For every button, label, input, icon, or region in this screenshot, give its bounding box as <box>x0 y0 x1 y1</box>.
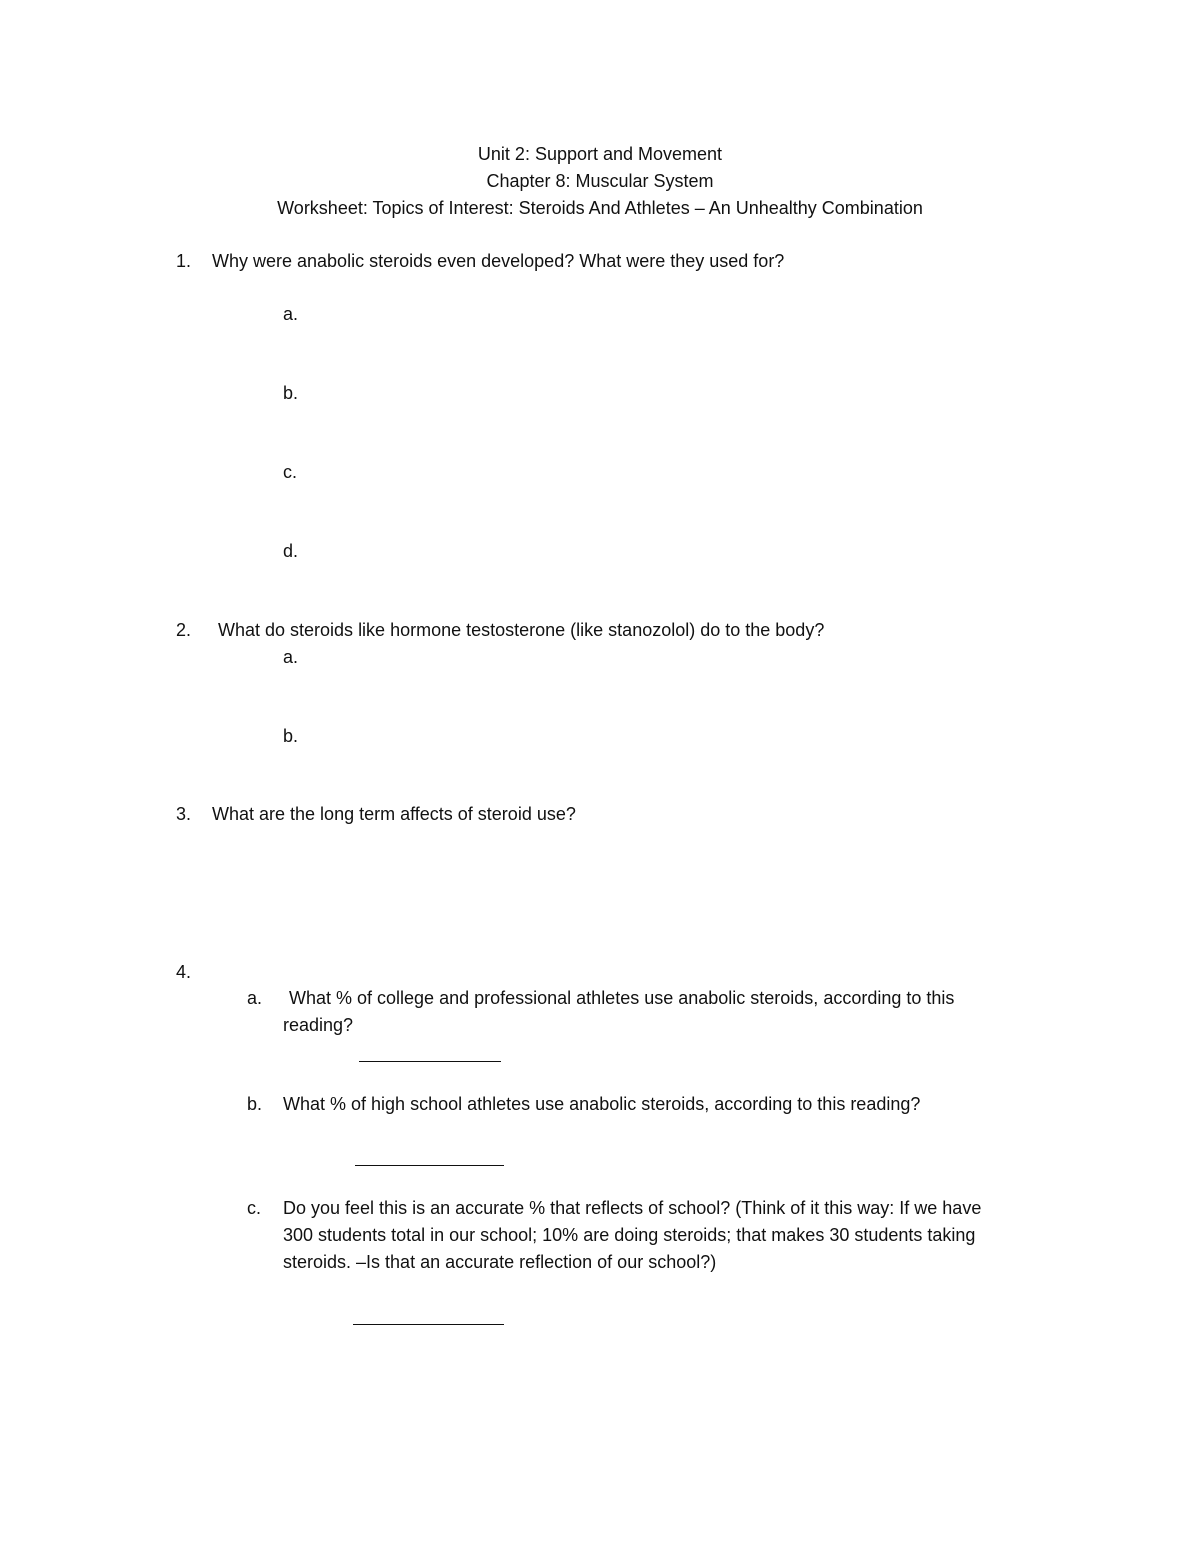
question-4b-text: What % of high school athletes use anabolic steroids, according to this reading? <box>283 1094 921 1114</box>
question-4a-label: a. <box>247 988 263 1008</box>
question-1-item-a: a. <box>283 304 299 324</box>
question-4c-text-line3: steroids. –Is that an accurate reflection of our school?) <box>283 1252 717 1272</box>
question-2-item-a: a. <box>283 647 299 667</box>
question-4b-label: b. <box>247 1094 263 1114</box>
question-2-text: What do steroids like hormone testosterone (like stanozolol) do to the body? <box>218 620 825 640</box>
question-4c-text-line2: 300 students total in our school; 10% are doing steroids; that makes 30 students taking <box>283 1225 976 1245</box>
question-4c-text-line1: Do you feel this is an accurate % that reflects of school? (Think of it this way: If we have <box>283 1198 982 1218</box>
question-2-item-b: b. <box>283 726 299 746</box>
chapter-title: Chapter 8: Muscular System <box>486 171 714 191</box>
question-1-item-c: c. <box>283 462 298 482</box>
question-4c-label: c. <box>247 1198 262 1218</box>
question-1-item-d: d. <box>283 541 299 561</box>
question-4-number: 4. <box>176 962 192 982</box>
question-4b-answer-line[interactable] <box>355 1165 504 1166</box>
question-4a-text-line1: What % of college and professional athletes use anabolic steroids, according to this <box>289 988 955 1008</box>
question-3-number: 3. <box>176 804 192 824</box>
question-4a-answer-line[interactable] <box>359 1061 501 1062</box>
worksheet-title: Worksheet: Topics of Interest: Steroids And Athletes – An Unhealthy Combination <box>277 198 923 218</box>
question-1-text: Why were anabolic steroids even developed? What were they used for? <box>212 251 785 271</box>
question-3-text: What are the long term affects of steroid use? <box>212 804 576 824</box>
unit-title: Unit 2: Support and Movement <box>477 144 723 164</box>
question-2-number: 2. <box>176 620 192 640</box>
question-4c-answer-line[interactable] <box>353 1324 504 1325</box>
question-1-number: 1. <box>176 251 192 271</box>
question-4a-text-line2: reading? <box>283 1015 354 1035</box>
question-1-item-b: b. <box>283 383 299 403</box>
